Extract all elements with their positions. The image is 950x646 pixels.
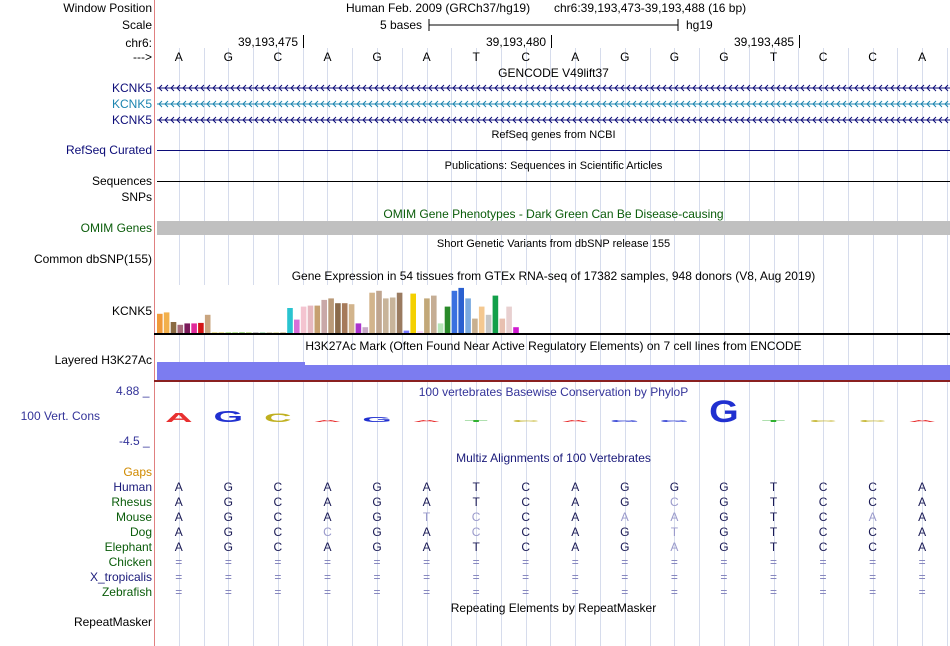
- multiz-base: =: [472, 585, 480, 599]
- gtex-tissue-bar: [287, 308, 293, 333]
- dbsnp-title[interactable]: Short Genetic Variants from dbSNP release 155: [436, 238, 671, 250]
- multiz-base: A: [918, 495, 927, 509]
- multiz-base: C: [521, 510, 531, 524]
- multiz-base: C: [670, 495, 679, 509]
- multiz-base: =: [373, 570, 381, 584]
- multiz-base: =: [522, 585, 530, 599]
- reference-base: G: [669, 50, 680, 64]
- multiz-base: G: [620, 495, 630, 509]
- multiz-base: C: [868, 480, 877, 494]
- multiz-base: C: [471, 510, 481, 524]
- multiz-base: =: [175, 585, 183, 599]
- gtex-label[interactable]: KCNK5: [111, 304, 152, 318]
- gtex-tissue-bar: [349, 304, 355, 333]
- multiz-species-label[interactable]: Dog: [129, 525, 152, 539]
- multiz-base: =: [670, 570, 678, 584]
- scale-label: Scale: [121, 18, 152, 32]
- gtex-tissue-bar: [458, 288, 464, 333]
- phylop-logo[interactable]: [157, 398, 950, 432]
- dbsnp-label[interactable]: Common dbSNP(155): [33, 252, 152, 266]
- reference-base: T: [769, 50, 778, 64]
- gencode-transcript[interactable]: [157, 100, 950, 108]
- multiz-base: A: [422, 495, 431, 509]
- omim-bar[interactable]: [157, 221, 950, 235]
- publications-title[interactable]: Publications: Sequences in Scientific Articles: [444, 160, 663, 172]
- gtex-tissue-bar: [452, 291, 458, 333]
- phylop-base-glyph: C: [809, 419, 837, 423]
- omim-label[interactable]: OMIM Genes: [80, 221, 152, 235]
- multiz-base: T: [769, 525, 778, 539]
- publications-label[interactable]: Sequences: [91, 174, 152, 188]
- gencode-title[interactable]: GENCODE V49lift37: [498, 66, 609, 80]
- multiz-base: =: [373, 555, 381, 569]
- multiz-base: =: [769, 570, 777, 584]
- reference-base: G: [372, 50, 382, 64]
- multiz-base: =: [274, 555, 282, 569]
- multiz-base: =: [323, 585, 331, 599]
- phylop-min: -4.5 _: [119, 434, 150, 448]
- multiz-base: A: [918, 540, 927, 554]
- phylop-base-glyph: C: [858, 419, 887, 423]
- reference-base: C: [521, 50, 531, 64]
- multiz-base: =: [224, 555, 232, 569]
- multiz-base: =: [522, 555, 530, 569]
- scale-assembly: hg19: [686, 18, 713, 32]
- multiz-base: A: [571, 540, 580, 554]
- phylop-label[interactable]: 100 Vert. Cons: [20, 409, 100, 423]
- multiz-base: A: [571, 510, 580, 524]
- gencode-transcript[interactable]: [157, 116, 950, 124]
- multiz-base: T: [769, 510, 778, 524]
- multiz-species-label[interactable]: Mouse: [115, 510, 152, 524]
- phylop-base-glyph: A: [561, 419, 590, 423]
- multiz-base: =: [423, 570, 431, 584]
- phylop-base-glyph: T: [464, 419, 488, 423]
- phylop-base-glyph: G: [362, 414, 392, 424]
- reference-base: G: [620, 50, 630, 64]
- gtex-tissue-bar: [328, 298, 334, 333]
- scale-bar: [428, 18, 680, 32]
- multiz-base: =: [819, 555, 827, 569]
- gencode-track-label[interactable]: KCNK5: [111, 81, 152, 95]
- multiz-species-label[interactable]: X_tropicalis: [89, 570, 152, 584]
- gtex-tissue-bar: [479, 307, 485, 333]
- gtex-tissue-bar: [315, 306, 321, 333]
- multiz-base: A: [323, 480, 332, 494]
- window-position-label: Window Position: [63, 1, 152, 15]
- ruler-tick-3: 39,193,485: [734, 35, 795, 49]
- multiz-base: A: [174, 480, 183, 494]
- multiz-base: T: [422, 510, 431, 524]
- ruler-tick-mark-1: [303, 35, 304, 48]
- multiz-base: C: [273, 480, 283, 494]
- multiz-species-label[interactable]: Human: [113, 480, 152, 494]
- multiz-species-label[interactable]: Zebrafish: [101, 585, 152, 599]
- multiz-base: A: [868, 510, 877, 524]
- gtex-tissue-bar: [308, 306, 314, 333]
- omim-title[interactable]: OMIM Gene Phenotypes - Dark Green Can Be Disease-causing: [383, 207, 724, 221]
- multiz-base: =: [918, 555, 926, 569]
- gtex-tissue-bar: [171, 322, 177, 333]
- multiz-base: A: [174, 510, 183, 524]
- multiz-base: C: [818, 510, 828, 524]
- h3k27ac-label[interactable]: Layered H3K27Ac: [54, 353, 152, 367]
- gtex-tissue-bar: [410, 294, 416, 333]
- reference-base: G: [223, 50, 233, 64]
- gtex-tissue-bar: [178, 325, 184, 333]
- gtex-tissue-bar: [184, 323, 190, 333]
- multiz-base: G: [223, 480, 233, 494]
- gtex-tissue-bar: [198, 323, 204, 333]
- gencode-track-label[interactable]: KCNK5: [111, 113, 152, 127]
- phylop-max: 4.88 _: [116, 384, 150, 398]
- gtex-baseline: [154, 333, 950, 335]
- multiz-base: C: [818, 525, 828, 539]
- multiz-base: A: [323, 495, 332, 509]
- gencode-track-label[interactable]: KCNK5: [111, 97, 152, 111]
- multiz-base: G: [620, 480, 630, 494]
- reference-base: C: [868, 50, 877, 64]
- multiz-base: G: [372, 540, 382, 554]
- phylop-base-glyph: G: [659, 419, 690, 423]
- gtex-tissue-bar: [321, 300, 327, 333]
- multiz-base: A: [670, 510, 679, 524]
- phylop-base-glyph: C: [264, 411, 292, 425]
- gtex-tissue-bar: [335, 303, 341, 333]
- multiz-base: A: [174, 525, 183, 539]
- gtex-tissue-bar: [383, 298, 389, 333]
- multiz-base: =: [323, 555, 331, 569]
- reference-base: C: [273, 50, 283, 64]
- multiz-base: =: [720, 555, 728, 569]
- multiz-base: C: [521, 480, 531, 494]
- multiz-base: T: [769, 540, 778, 554]
- multiz-base: G: [669, 480, 680, 494]
- multiz-base: G: [372, 495, 382, 509]
- multiz-base: =: [720, 570, 728, 584]
- multiz-base: =: [472, 570, 480, 584]
- multiz-title[interactable]: Multiz Alignments of 100 Vertebrates: [456, 451, 651, 465]
- gtex-tissue-bar: [465, 298, 471, 333]
- multiz-base: G: [620, 525, 630, 539]
- gtex-tissue-bar: [445, 307, 451, 333]
- multiz-base: C: [521, 540, 531, 554]
- reference-base: G: [719, 50, 729, 64]
- multiz-base: T: [472, 480, 480, 494]
- multiz-base: A: [323, 540, 332, 554]
- multiz-base: A: [571, 480, 580, 494]
- ruler-tick-1: 39,193,475: [238, 35, 299, 49]
- h3k27ac-baseline: [154, 380, 950, 382]
- gtex-tissue-bar: [157, 314, 163, 333]
- multiz-base: G: [719, 495, 729, 509]
- gtex-tissue-bar: [164, 312, 170, 333]
- phylop-base-glyph: G: [213, 408, 244, 426]
- repeatmasker-label[interactable]: RepeatMasker: [73, 615, 152, 629]
- multiz-base: G: [372, 480, 382, 494]
- multiz-base: =: [472, 555, 480, 569]
- multiz-base: =: [274, 585, 282, 599]
- chrom-label: chr6:: [125, 36, 152, 50]
- reference-base: T: [472, 50, 480, 64]
- multiz-base: G: [719, 480, 729, 494]
- multiz-base: =: [720, 585, 728, 599]
- gtex-tissue-bar: [301, 307, 307, 333]
- multiz-base: A: [918, 525, 927, 539]
- gtex-tissue-bar: [506, 307, 512, 333]
- multiz-base: G: [620, 540, 630, 554]
- reference-base: A: [918, 50, 927, 64]
- gtex-bars[interactable]: [157, 285, 537, 333]
- multiz-base: A: [670, 540, 679, 554]
- gtex-tissue-bar: [431, 296, 437, 333]
- multiz-base: A: [174, 540, 183, 554]
- gtex-tissue-bar: [205, 315, 211, 333]
- gtex-tissue-bar: [424, 298, 430, 333]
- multiz-base: A: [571, 495, 580, 509]
- multiz-base: G: [719, 510, 729, 524]
- label-divider: [154, 0, 155, 646]
- gtex-tissue-bar: [369, 293, 375, 333]
- gtex-tissue-bar: [342, 303, 348, 333]
- multiz-base: C: [273, 525, 283, 539]
- multiz-base: G: [719, 525, 729, 539]
- reference-base: A: [422, 50, 431, 64]
- gtex-tissue-bar: [191, 323, 197, 333]
- multiz-base: A: [918, 480, 927, 494]
- multiz-base: C: [818, 480, 828, 494]
- multiz-base: A: [422, 525, 431, 539]
- multiz-base: =: [571, 585, 579, 599]
- multiz-base: C: [273, 510, 283, 524]
- window-position-value: Human Feb. 2009 (GRCh37/hg19): [346, 1, 531, 15]
- gtex-tissue-bar: [390, 298, 396, 334]
- multiz-base: =: [373, 585, 381, 599]
- gaps-label: Gaps: [123, 465, 152, 479]
- gencode-transcript[interactable]: [157, 84, 950, 92]
- multiz-base: =: [670, 585, 678, 599]
- reference-base: A: [174, 50, 183, 64]
- multiz-base: =: [819, 585, 827, 599]
- multiz-base: =: [670, 555, 678, 569]
- multiz-base: A: [174, 495, 183, 509]
- gtex-tissue-bar: [472, 319, 478, 333]
- multiz-base: C: [273, 495, 283, 509]
- multiz-base: G: [223, 540, 233, 554]
- multiz-base: =: [621, 570, 629, 584]
- gtex-tissue-bar: [486, 315, 492, 333]
- multiz-base: C: [273, 540, 283, 554]
- phylop-base-glyph: G: [709, 398, 739, 430]
- multiz-base: C: [818, 540, 828, 554]
- multiz-base: C: [868, 495, 877, 509]
- phylop-base-glyph: A: [412, 419, 441, 423]
- gtex-tissue-bar: [493, 296, 499, 333]
- multiz-base: G: [223, 495, 233, 509]
- multiz-base: =: [175, 570, 183, 584]
- multiz-base: =: [274, 570, 282, 584]
- multiz-base: T: [472, 540, 480, 554]
- multiz-base: C: [521, 525, 531, 539]
- multiz-base: =: [224, 570, 232, 584]
- multiz-base: =: [869, 570, 877, 584]
- multiz-base: T: [670, 525, 679, 539]
- multiz-base: A: [918, 510, 927, 524]
- h3k27ac-signal: [305, 365, 950, 380]
- reference-base: A: [323, 50, 332, 64]
- scale-value: 5 bases: [380, 18, 423, 32]
- multiz-base: A: [571, 525, 580, 539]
- multiz-base: T: [472, 495, 480, 509]
- reference-base: C: [818, 50, 828, 64]
- multiz-base: =: [869, 555, 877, 569]
- gtex-title[interactable]: Gene Expression in 54 tissues from GTEx RNA-seq of 17382 samples, 948 donors (V8, Aug 2019): [291, 269, 816, 283]
- ruler-tick-mark-2: [551, 35, 552, 48]
- phylop-base-glyph: A: [165, 410, 193, 426]
- multiz-base: C: [323, 525, 332, 539]
- h3k27ac-title[interactable]: H3K27Ac Mark (Often Found Near Active Regulatory Elements) on 7 cell lines from ENCODE: [305, 339, 802, 353]
- multiz-species-label[interactable]: Rhesus: [111, 495, 152, 509]
- multiz-base: =: [918, 585, 926, 599]
- multiz-base: =: [175, 555, 183, 569]
- gtex-tissue-bar: [356, 323, 362, 333]
- multiz-base: =: [423, 585, 431, 599]
- refseq-title[interactable]: RefSeq genes from NCBI: [491, 129, 616, 141]
- multiz-base: =: [869, 585, 877, 599]
- multiz-base: C: [868, 525, 877, 539]
- multiz-base: =: [918, 570, 926, 584]
- multiz-base: G: [223, 525, 233, 539]
- multiz-base: C: [471, 525, 481, 539]
- snps-label[interactable]: SNPs: [121, 190, 152, 204]
- multiz-base: =: [423, 555, 431, 569]
- phylop-base-glyph: G: [610, 419, 640, 423]
- multiz-species-label[interactable]: Elephant: [104, 540, 152, 554]
- ruler-tick-mark-3: [799, 35, 800, 48]
- h3k27ac-signal-high: [157, 362, 305, 380]
- phylop-title[interactable]: 100 vertebrates Basewise Conservation by PhyloP: [418, 385, 689, 399]
- multiz-base: =: [323, 570, 331, 584]
- gtex-tissue-bar: [500, 319, 506, 333]
- multiz-base: G: [372, 525, 382, 539]
- gtex-tissue-bar: [376, 291, 382, 333]
- multiz-base: C: [868, 540, 877, 554]
- phylop-base-glyph: T: [761, 419, 786, 423]
- window-coords[interactable]: chr6:39,193,473-39,193,488 (16 bp): [554, 1, 747, 15]
- multiz-base: T: [769, 480, 778, 494]
- phylop-base-glyph: A: [908, 419, 936, 423]
- multiz-base: =: [621, 555, 629, 569]
- multiz-base: A: [422, 480, 431, 494]
- multiz-base: =: [769, 585, 777, 599]
- multiz-base: =: [224, 585, 232, 599]
- multiz-base: A: [422, 540, 431, 554]
- multiz-base: T: [769, 495, 778, 509]
- multiz-base: =: [769, 555, 777, 569]
- multiz-base: =: [522, 570, 530, 584]
- multiz-species-label[interactable]: Chicken: [108, 555, 152, 569]
- refseq-label[interactable]: RefSeq Curated: [65, 143, 152, 157]
- multiz-base: G: [719, 540, 729, 554]
- multiz-base: =: [571, 570, 579, 584]
- gtex-tissue-bar: [294, 320, 300, 333]
- multiz-base: =: [819, 570, 827, 584]
- publications-line: [157, 181, 950, 182]
- gtex-tissue-bar: [438, 323, 444, 333]
- refseq-line: [157, 150, 950, 151]
- multiz-base: C: [818, 495, 828, 509]
- multiz-base: A: [620, 510, 629, 524]
- multiz-base: =: [621, 585, 629, 599]
- reference-base: A: [571, 50, 580, 64]
- multiz-base: G: [223, 510, 233, 524]
- ruler-tick-2: 39,193,480: [486, 35, 547, 49]
- repeatmasker-title[interactable]: Repeating Elements by RepeatMasker: [450, 601, 657, 615]
- multiz-base: A: [323, 510, 332, 524]
- gtex-tissue-bar: [397, 293, 403, 333]
- phylop-base-glyph: C: [511, 419, 540, 423]
- multiz-base: G: [372, 510, 382, 524]
- strand-label: --->: [133, 50, 152, 64]
- multiz-base: =: [571, 555, 579, 569]
- multiz-base: C: [521, 495, 531, 509]
- phylop-base-glyph: A: [313, 419, 342, 423]
